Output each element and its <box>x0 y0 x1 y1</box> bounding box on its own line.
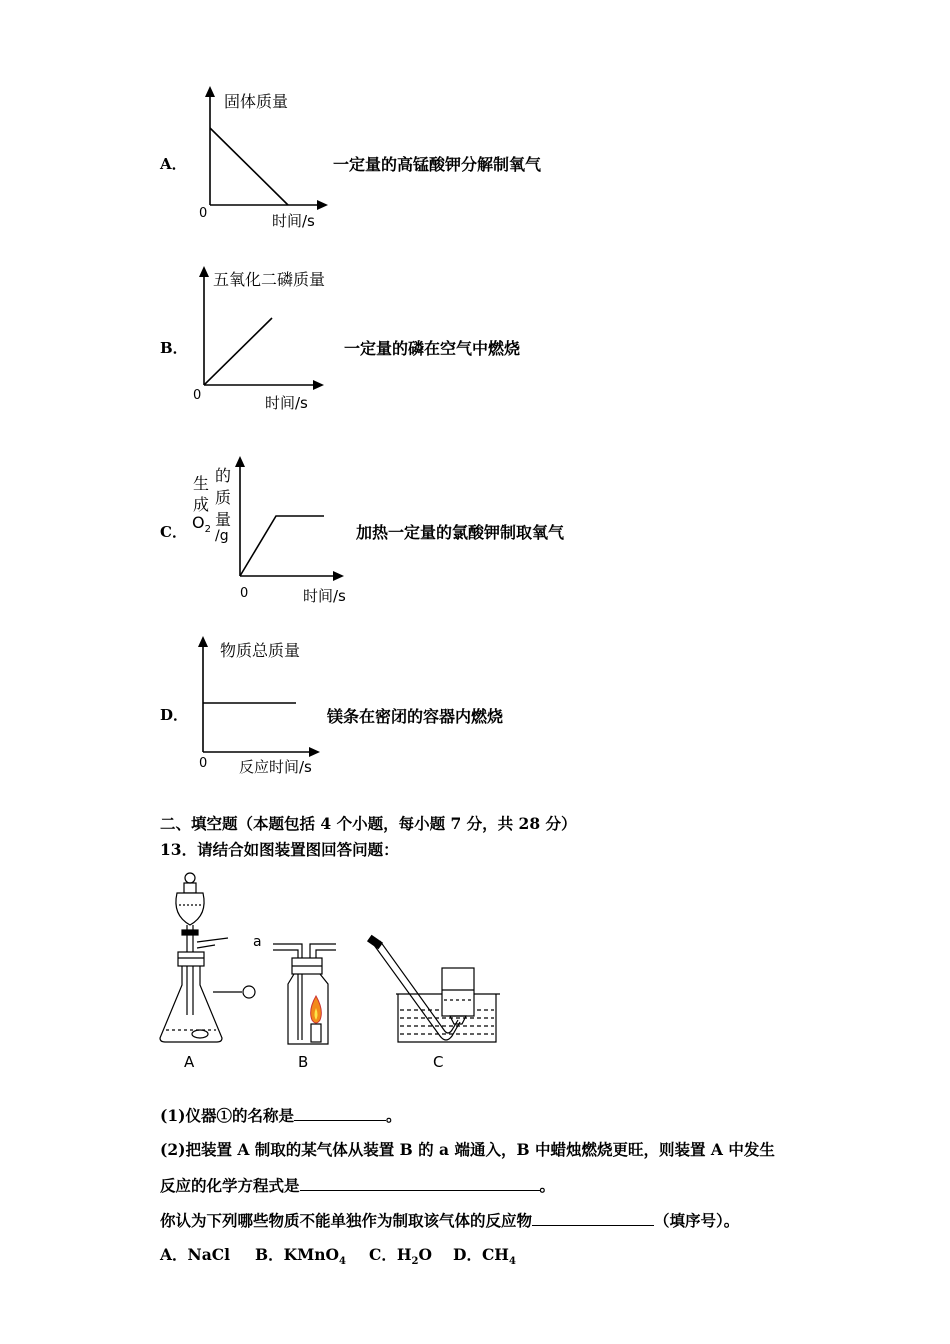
graph-b-xlabel: 时间/s <box>265 394 308 412</box>
choice-a <box>160 1243 230 1265</box>
question-2-blank[interactable] <box>300 1176 540 1191</box>
question-1-blank[interactable] <box>294 1106 386 1121</box>
choice-c-sub: 2 <box>411 1256 419 1268</box>
choice-c-text: C．H <box>369 1245 412 1264</box>
choice-c-tail: O <box>418 1245 432 1264</box>
graph-c-ylabel-char-4: 的 <box>215 466 232 485</box>
graph-b-description: 一定量的磷在空气中燃烧 <box>344 339 521 358</box>
choice-c <box>369 1243 432 1267</box>
apparatus-b <box>273 944 336 1044</box>
question-2-line-2 <box>160 1174 555 1196</box>
question-1 <box>160 1104 401 1126</box>
question-3-blank[interactable] <box>532 1211 654 1226</box>
question-3-prefix: 你认为下列哪些物质不能单独作为制取该气体的反应物 <box>160 1211 533 1230</box>
graph-d-ylabel: 物质总质量 <box>220 641 301 660</box>
choice-b-text: B．KMnO <box>255 1245 340 1264</box>
question-3 <box>160 1209 739 1231</box>
graph-c-ylabel-unit: /g <box>215 528 229 544</box>
choice-d-sub: 4 <box>508 1256 516 1268</box>
graph-a-origin: 0 <box>199 206 208 221</box>
question-2-prefix: 反应的化学方程式是 <box>160 1176 300 1195</box>
option-c-label: C． <box>160 523 187 541</box>
graph-c-ylabel-o: O <box>192 513 205 532</box>
apparatus-label-B: B <box>298 1053 309 1071</box>
graph-a-ylabel: 固体质量 <box>224 92 289 111</box>
graph-d-description: 镁条在密闭的容器内燃烧 <box>327 707 504 726</box>
graph-d-origin: 0 <box>199 756 208 771</box>
choice-b-sub: 4 <box>339 1256 346 1268</box>
graph-c-ylabel-char-1: 生 <box>193 474 210 493</box>
graph-b-origin: 0 <box>193 388 202 403</box>
graph-c-ylabel-sub: 2 <box>204 524 211 536</box>
choice-a-text: A．NaCl <box>160 1245 230 1264</box>
apparatus-a <box>160 873 255 1042</box>
graph-c-description: 加热一定量的氯酸钾制取氧气 <box>356 523 565 542</box>
apparatus-label-a: a <box>253 934 262 950</box>
option-a-label: A． <box>160 155 187 173</box>
flame-icon <box>311 996 322 1023</box>
graph-c-xlabel: 时间/s <box>303 587 346 605</box>
question-1-suffix: 。 <box>385 1106 402 1125</box>
apparatus-label-1 <box>243 982 255 997</box>
question-1-prefix: (1)仪器①的名称是 <box>160 1106 294 1125</box>
section-title: 二、填空题（本题包括 4 个小题，每小题 7 分，共 28 分） <box>160 814 577 833</box>
question-2-suffix: 。 <box>539 1176 556 1195</box>
graph-c-ylabel-char-2: 成 <box>193 495 210 514</box>
choice-d <box>453 1243 516 1267</box>
question-2-line-1: (2)把装置 A 制取的某气体从装置 B 的 a 端通入，B 中蜡烛燃烧更旺，则装置 A 中发生 <box>160 1140 775 1159</box>
question-13-title: 13．请结合如图装置图回答问题： <box>160 840 399 859</box>
option-d-label: D． <box>160 706 189 724</box>
choice-d-text: D．CH <box>453 1245 509 1264</box>
graph-c-ylabel-char-5: 质 <box>215 488 232 507</box>
question-3-suffix: （填序号）。 <box>654 1211 740 1230</box>
option-b-label: B． <box>160 339 188 357</box>
graph-b-ylabel: 五氧化二磷质量 <box>213 270 326 289</box>
graph-a-xlabel: 时间/s <box>272 212 315 230</box>
apparatus-label-C: C <box>433 1053 444 1071</box>
graph-c-origin: 0 <box>240 586 249 601</box>
apparatus-c <box>374 941 500 1042</box>
choice-b <box>255 1243 346 1267</box>
graph-c-ylabel-char-6: 量 <box>215 510 232 529</box>
graph-d-xlabel: 反应时间/s <box>239 758 312 776</box>
apparatus-label-A: A <box>184 1053 195 1071</box>
graph-a-description: 一定量的高锰酸钾分解制氧气 <box>333 155 542 174</box>
